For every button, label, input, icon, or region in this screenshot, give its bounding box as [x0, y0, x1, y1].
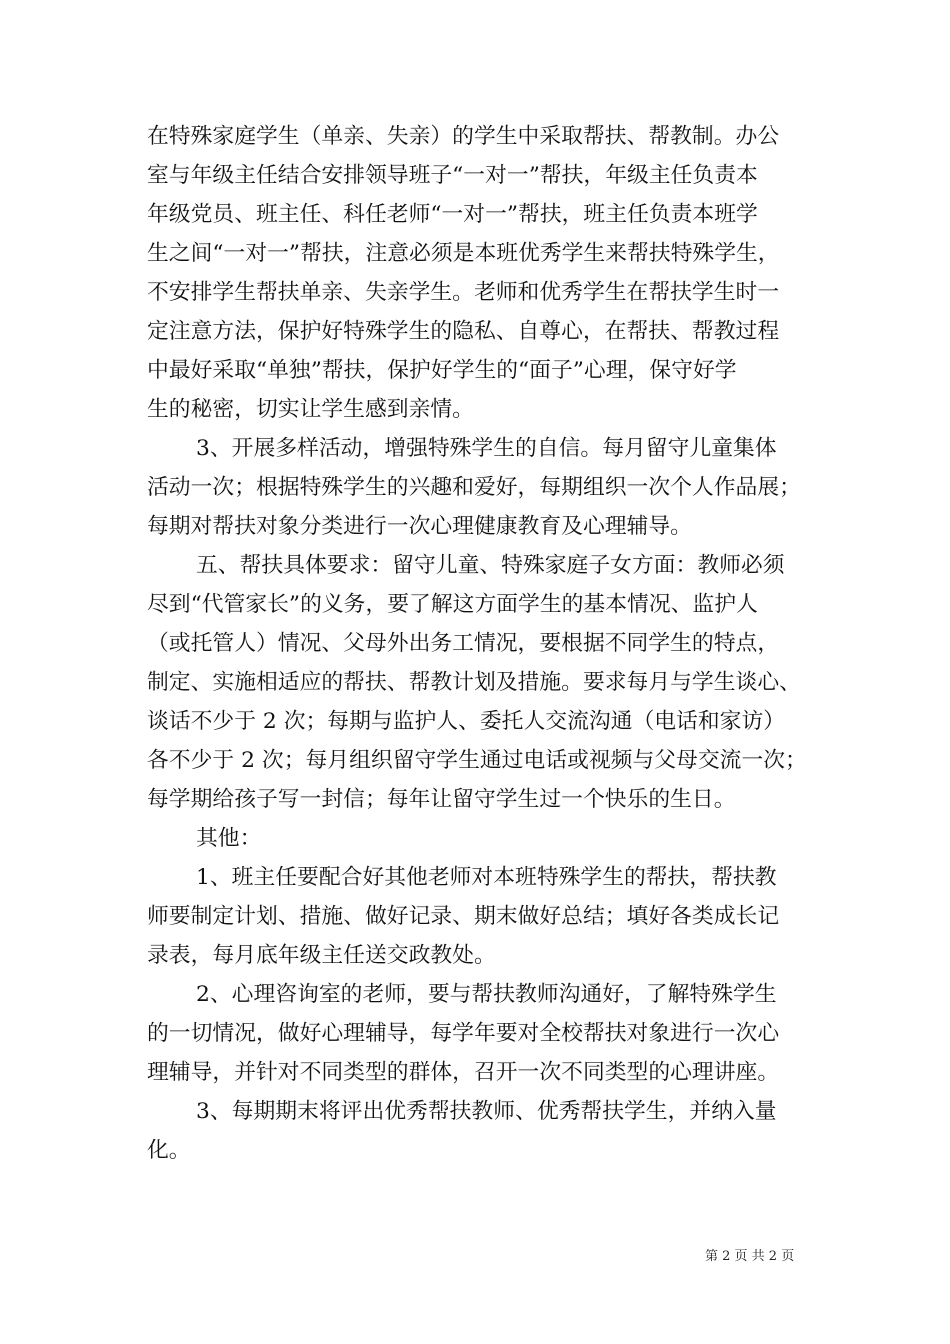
text-line: 每学期给孩子写一封信；每年让留守学生过一个快乐的生日。	[147, 787, 736, 812]
text-line: 师要制定计划、措施、做好记录、期末做好总结；填好各类成长记	[147, 904, 780, 929]
text-line: 活动一次；根据特殊学生的兴趣和爱好，每期组织一次个人作品展；	[147, 475, 801, 500]
text-line: 不安排学生帮扶单亲、失亲学生。老师和优秀学生在帮扶学生时一	[147, 280, 780, 305]
text-line: 谈话不少于 2 次；每期与监护人、委托人交流沟通（电话和家访）	[147, 709, 786, 734]
page-number-footer: 第 2 页 共 2 页	[705, 1249, 795, 1264]
paragraph-start-line: 2、心理咨询室的老师，要与帮扶教师沟通好，了解特殊学生	[196, 982, 777, 1007]
text-line: 理辅导，并针对不同类型的群体，召开一次不同类型的心理讲座。	[147, 1060, 780, 1085]
text-line: 生之间“一对一”帮扶，注意必须是本班优秀学生来帮扶特殊学生，	[147, 241, 780, 266]
text-line: 的一切情况，做好心理辅导，每学年要对全校帮扶对象进行一次心	[147, 1021, 780, 1046]
text-line: 化。	[147, 1138, 191, 1163]
text-line: 录表，每月底年级主任送交政教处。	[147, 943, 496, 968]
text-line: 各不少于 2 次；每月组织留守学生通过电话或视频与父母交流一次；	[147, 748, 807, 773]
text-line: 室与年级主任结合安排领导班子“一对一”帮扶，年级主任负责本	[147, 163, 758, 188]
text-line: 年级党员、班主任、科任老师“一对一”帮扶，班主任负责本班学	[147, 202, 758, 227]
text-line: 中最好采取“单独”帮扶，保护好学生的“面子”心理，保守好学	[147, 358, 737, 383]
paragraph-start-line: 3、开展多样活动，增强特殊学生的自信。每月留守儿童集体	[196, 436, 777, 461]
paragraph-start-line: 1、班主任要配合好其他老师对本班特殊学生的帮扶，帮扶教	[196, 865, 777, 890]
text-line: 尽到“代管家长”的义务，要了解这方面学生的基本情况、监护人	[147, 592, 758, 617]
text-line: 定注意方法，保护好特殊学生的隐私、自尊心，在帮扶、帮教过程	[147, 319, 780, 344]
text-line: 每期对帮扶对象分类进行一次心理健康教育及心理辅导。	[147, 514, 692, 539]
text-line: 生的秘密，切实让学生感到亲情。	[147, 397, 474, 422]
paragraph-start-line: 3、每期期末将评出优秀帮扶教师、优秀帮扶学生，并纳入量	[196, 1099, 777, 1124]
paragraph-start-line: 五、帮扶具体要求：留守儿童、特殊家庭子女方面：教师必须	[196, 553, 785, 578]
text-line: 制定、实施相适应的帮扶、帮教计划及措施。要求每月与学生谈心、	[147, 670, 801, 695]
text-line: （或托管人）情况、父母外出务工情况，要根据不同学生的特点，	[147, 631, 780, 656]
document-body	[147, 117, 817, 1170]
section-heading-line: 其他：	[196, 826, 262, 851]
text-line: 在特殊家庭学生（单亲、失亲）的学生中采取帮扶、帮教制。办公	[147, 124, 780, 149]
